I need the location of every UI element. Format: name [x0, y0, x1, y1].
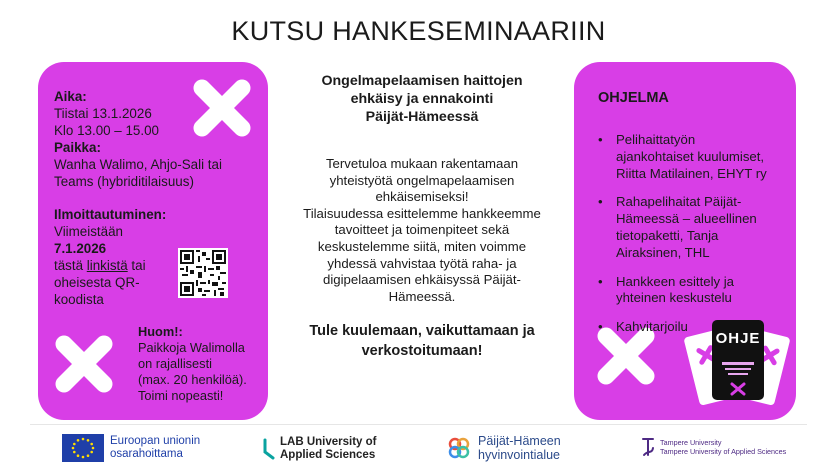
lab-logo-icon	[262, 438, 276, 460]
place-line1: Wanha Walimo, Ahjo-Sali tai	[54, 157, 222, 172]
registration-section	[54, 206, 166, 308]
page-title: KUTSU HANKESEMINAARIIN	[231, 16, 606, 46]
ohje-cards-illustration	[682, 310, 792, 410]
lab-logo: LAB University of Applied Sciences	[262, 436, 377, 461]
x-mark-icon	[52, 332, 116, 396]
paijat-hame-logo: Päijät-Hämeen hyvinvointialue	[446, 434, 561, 462]
program-heading: OHJELMA	[598, 90, 669, 106]
x-mark-icon	[190, 76, 254, 140]
registration-line4: oheisesta QR-	[54, 275, 140, 290]
event-time: Klo 13.00 – 15.00	[54, 123, 159, 138]
list-item: • Kahvitarjoilu	[594, 319, 790, 336]
registration-label: Ilmoittautuminen:	[54, 207, 167, 222]
time-section	[54, 88, 159, 139]
list-item: • Pelihaittatyön ajankohtaiset kuulumiset, Riitta Matilainen, EHYT ry	[594, 132, 790, 182]
qr-code-icon	[180, 250, 226, 296]
qr-code[interactable]	[178, 248, 228, 298]
eu-logo: Euroopan unionin osarahoittama	[62, 434, 200, 462]
call-to-action: Tule kuulemaan, vaikuttamaan ja verkostoitumaan!	[309, 323, 535, 359]
place-section	[54, 139, 222, 190]
wellbeing-area-logo-icon	[446, 435, 472, 461]
program-card	[574, 62, 796, 420]
registration-line1: Viimeistään	[54, 224, 123, 239]
ohje-card-title: OHJE	[715, 330, 761, 347]
place-line2: Teams (hybriditilaisuus)	[54, 174, 194, 189]
footer-divider	[30, 424, 807, 425]
registration-link[interactable]: linkistä	[86, 258, 128, 273]
tampere-university-logo: Tampere University Tampere University of Applied Sciences	[640, 436, 786, 458]
seminar-description: Tervetuloa mukaan rakentamaan yhteistyötä ongelmapelaamisen ehkäisemiseksi! Tilaisuudessa esittelemme hankkeemme tavoitteet ja toimenpiteet sekä keskustelemme siitä, miten voimme yhdessä vahvistaa työtä raha- ja digipelaamisen ehkäisyssä Päijät- Hämeessä.	[303, 156, 541, 304]
registration-date: 7.1.2026	[54, 241, 107, 256]
tampere-logo-icon	[640, 436, 656, 458]
notice-section: Huom!: Paikkoja Walimolla on rajallisesti (max. 20 henkilöä). Toimi nopeasti!	[138, 324, 247, 403]
eu-flag-icon	[62, 434, 104, 462]
list-item: • Rahapelihaitat Päijät- Hämeessä – alueellinen tietopaketti, Tanja Airaksinen, THL	[594, 194, 790, 261]
notice-label: Huom!:	[138, 324, 183, 339]
list-item: • Hankkeen esittely ja yhteinen keskustelu	[594, 274, 790, 308]
event-info-card	[38, 62, 268, 420]
registration-line5: koodista	[54, 292, 104, 307]
time-label: Aika:	[54, 89, 87, 104]
seminar-title: Ongelmapelaamisen haittojen ehkäisy ja ennakointi Päijät-Hämeessä	[321, 73, 523, 125]
event-date: Tiistai 13.1.2026	[54, 106, 152, 121]
place-label: Paikka:	[54, 140, 101, 155]
registration-link-line: tästä linkistä tai	[54, 258, 146, 273]
